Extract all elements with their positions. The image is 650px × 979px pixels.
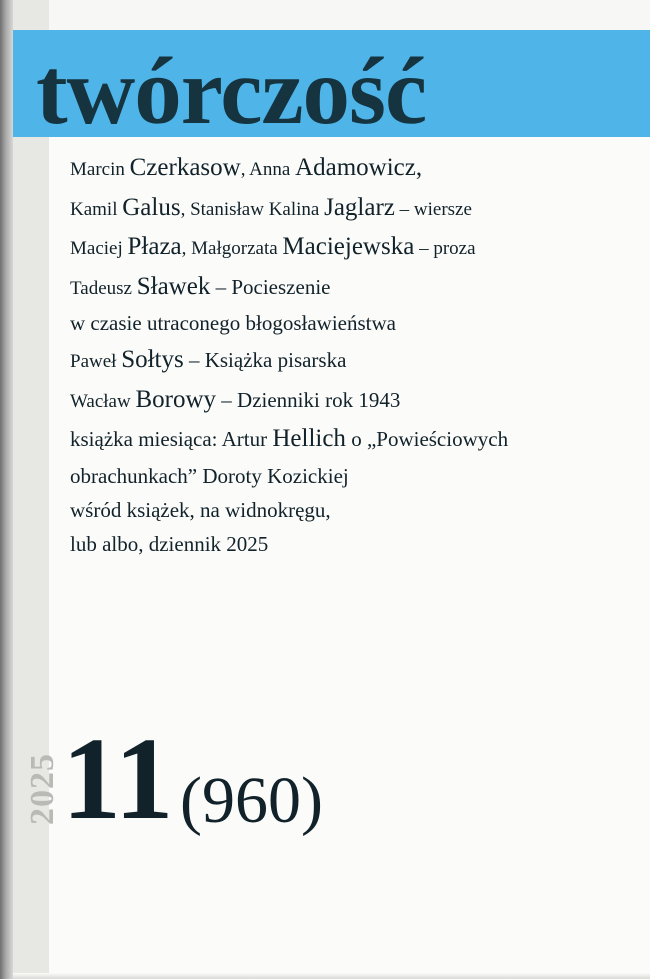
toc-line [70,310,630,337]
toc-line [70,192,630,225]
issue-serial-number: (960) [180,764,323,837]
toc-segment: Marcin [70,159,130,180]
toc-segment: – Dzienniki rok 1943 [216,387,401,412]
toc-segment: lub albo, dziennik 2025 [70,532,269,557]
toc-segment: Sławek [136,272,211,300]
spine-edge [0,0,13,979]
toc-segment: Czerkasow [129,154,241,181]
toc-segment: Sołtys [121,346,184,374]
toc-segment: , Anna [240,159,296,180]
toc-segment: – Pocieszenie [210,274,331,299]
toc-segment: , Stanisław Kalina [180,198,325,220]
toc-line [70,384,630,417]
toc-segment: Borowy [135,385,217,413]
bottom-edge-shadow [13,973,650,979]
toc-segment: Maciej [70,238,128,259]
magazine-title: twórczość [36,38,427,144]
toc-line [70,423,630,456]
toc-segment: obrachunkach” Doroty Kozickiej [70,463,349,488]
issue-number: 11 [62,713,174,844]
toc-segment: Galus [122,193,181,221]
toc-line [70,463,630,490]
toc-segment: w czasie utraconego błogosławieństwa [70,311,396,335]
table-of-contents [70,152,630,566]
toc-segment: – Książka pisarska [183,348,347,373]
toc-segment: Hellich [272,425,346,453]
toc-segment: wśród książek, na widnokręgu, [70,498,331,523]
toc-line [70,531,630,558]
toc-line [70,271,630,304]
toc-segment: Maciejewska [282,233,415,260]
cover-year: 2025 [24,753,61,825]
toc-line [70,231,630,264]
toc-segment: książka miesiąca: Artur [70,427,273,452]
toc-segment: o „Powieściowych [345,427,509,452]
toc-segment: Kamil [70,198,123,220]
toc-segment: Paweł [70,351,122,373]
toc-line [70,497,630,524]
toc-line [70,152,630,185]
toc-segment: Adamowicz, [295,154,423,181]
toc-segment: – proza [414,238,476,259]
toc-segment: , Małgorzata [181,238,283,259]
toc-segment: Tadeusz [70,277,137,299]
toc-line [70,344,630,377]
toc-segment: – wiersze [394,198,472,220]
toc-segment: Wacław [70,390,136,412]
toc-segment: Płaza [127,233,182,260]
toc-segment: Jaglarz [324,193,395,221]
